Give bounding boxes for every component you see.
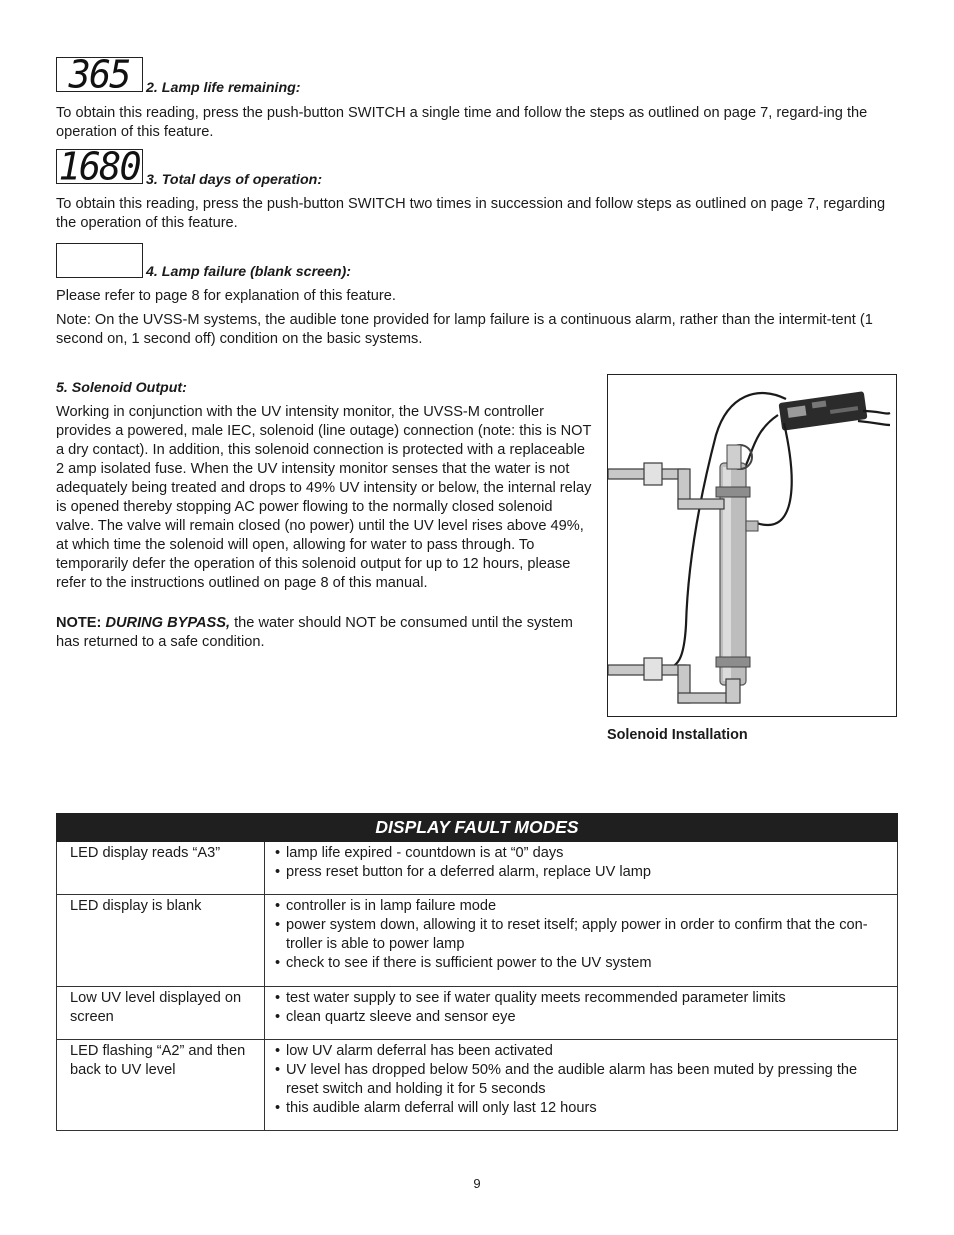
section-text-lamp-failure: Please refer to page 8 for explanation of this feature. [56, 288, 396, 304]
table-row [57, 895, 898, 987]
fault-actions [265, 1040, 898, 1131]
figure-caption: Solenoid Installation [607, 727, 748, 743]
lamp-failure-note: Note: On the UVSS-M systems, the audible tone provided for lamp failure is a continuous alarm, rather than the intermit-tent (1 second on, 1 second off) condition on the basic systems. [56, 312, 873, 347]
fault-actions [265, 842, 898, 895]
fault-condition: LED display reads “A3” [57, 842, 265, 895]
action-item: • check to see if there is sufficient power to the UV system [275, 954, 891, 973]
lcd-digits: 365 [69, 52, 130, 97]
note-text: the water should NOT be consumed until the system has returned to a safe condition. [56, 615, 573, 650]
action-item: • power system down, allowing it to reset itself; apply power in order to confirm that the con-troller is able to power lamp [275, 916, 891, 954]
action-item: • press reset button for a deferred alarm, replace UV lamp [275, 863, 891, 882]
note-label: NOTE: [56, 615, 102, 631]
table-body [57, 842, 898, 1131]
solenoid-installation-illustration [608, 375, 896, 716]
bypass-note [56, 614, 592, 652]
table-row [57, 1040, 898, 1131]
page-number: 9 [473, 1176, 481, 1191]
fault-condition: LED flashing “A2” and then back to UV level [57, 1040, 265, 1131]
section-text-lamp-life: To obtain this reading, press the push-button SWITCH a single time and follow the steps as outlined on page 7, regard-ing the operation of this feature. [56, 105, 868, 140]
action-item: • controller is in lamp failure mode [275, 897, 891, 916]
lcd-display-blank [56, 243, 143, 278]
uv-chamber [716, 445, 758, 685]
lcd-digits: 1680 [58, 144, 141, 189]
section-heading-solenoid: 5. Solenoid Output: [56, 380, 187, 396]
lcd-display-lamp-life [56, 52, 143, 97]
action-item: • clean quartz sleeve and sensor eye [275, 1008, 891, 1027]
section-text-solenoid: Working in conjunction with the UV intensity monitor, the UVSS-M controller provides a powered, male IEC, solenoid (line outage) connection (note: this is NOT a dry contact). In addition, this solenoid connection is protected with a replaceable 2 amp isolated fuse. When the UV intensity monitor senses that the water is not adequately being treated and drops to 49% UV intensity or below, the internal relay is opened thereby stopping AC power flowing to the normally closed solenoid valve. The valve will remain closed (no power) until the UV level rises above 49%, at which time the solenoid will open, allowing for water to pass through. To temporarily defer the operation of this solenoid output for up to 12 hours, please refer to the instructions outlined on page 8 of this manual. [56, 404, 592, 591]
lcd-display-total-days [56, 144, 143, 189]
action-item: • lamp life expired - countdown is at “0” days [275, 844, 891, 863]
action-item: • low UV alarm deferral has been activated [275, 1042, 891, 1061]
display-fault-modes-table [56, 813, 898, 1131]
fault-actions [265, 987, 898, 1040]
fault-actions [265, 895, 898, 987]
section-heading-lamp-life: 2. Lamp life remaining: [146, 80, 301, 96]
fault-condition: Low UV level displayed on screen [57, 987, 265, 1040]
table-title: DISPLAY FAULT MODES [57, 814, 898, 842]
action-item: • test water supply to see if water quality meets recommended parameter limits [275, 989, 891, 1008]
section-heading-lamp-failure: 4. Lamp failure (blank screen): [146, 264, 351, 280]
controller-unit [778, 391, 867, 431]
solenoid-installation-figure [607, 374, 897, 717]
fault-condition: LED display is blank [57, 895, 265, 987]
table-row [57, 987, 898, 1040]
note-emphasis: DURING BYPASS, [105, 615, 231, 631]
section-text-total-days: To obtain this reading, press the push-button SWITCH two times in succession and follow steps as outlined on page 7, regarding the operation of this feature. [56, 196, 886, 231]
action-item: • this audible alarm deferral will only last 12 hours [275, 1099, 891, 1118]
action-item: • UV level has dropped below 50% and the audible alarm has been muted by pressing the reset switch and holding it for 5 seconds [275, 1061, 891, 1099]
table-row [57, 842, 898, 895]
section-heading-total-days: 3. Total days of operation: [146, 172, 323, 188]
